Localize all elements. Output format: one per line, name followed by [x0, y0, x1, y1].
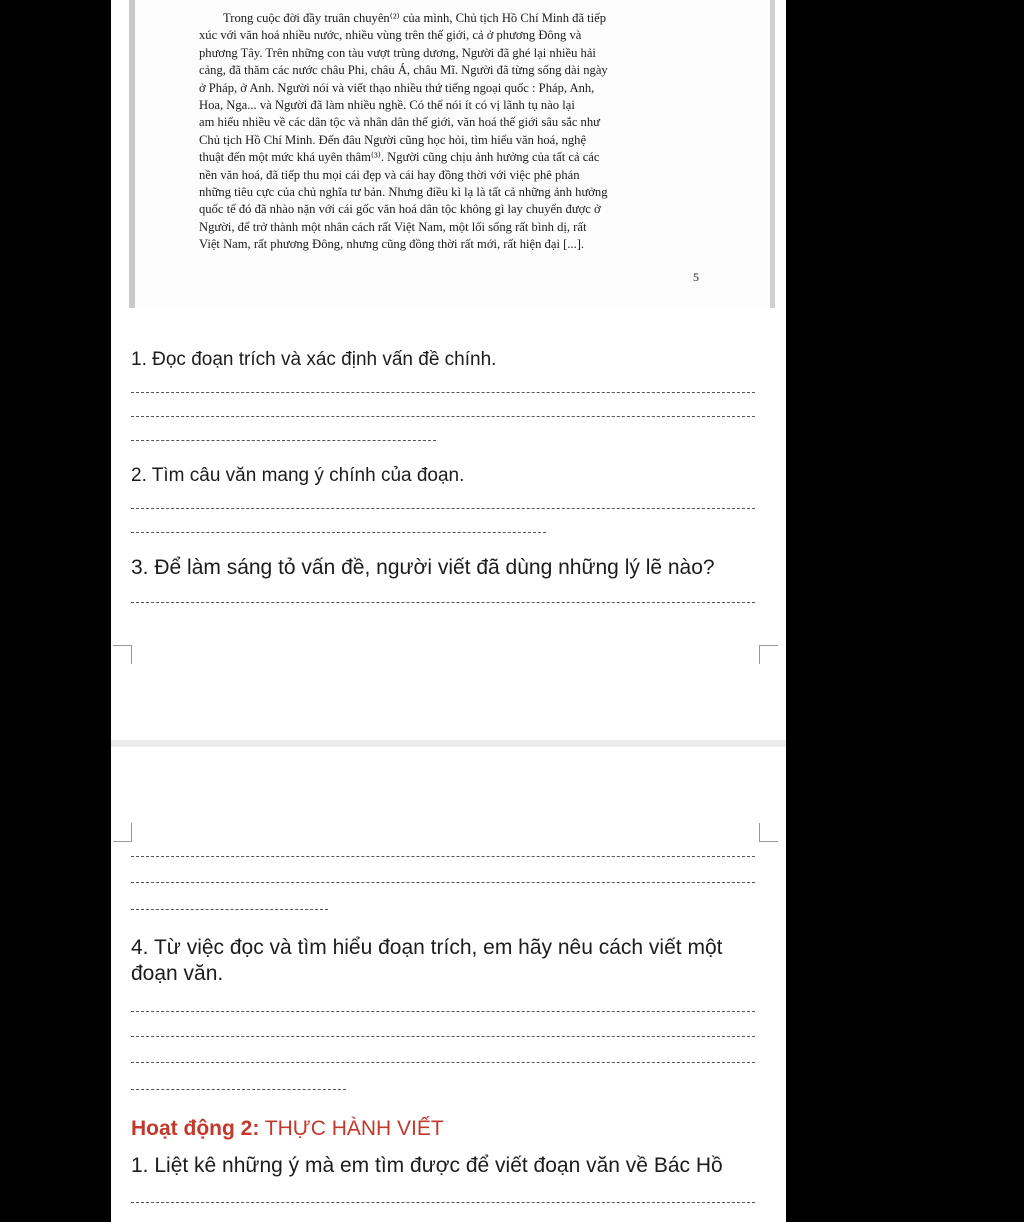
activity-heading: [131, 1116, 771, 1142]
excerpt-line: Việt Nam, rất phương Đông, nhưng cũng đồng thời rất mới, rất hiện đại [...].: [199, 237, 585, 252]
answer-line[interactable]: [131, 1011, 755, 1012]
excerpt-line: những tiêu cực của chủ nghĩa tư bản. Nhưng điều kì lạ là tất cả những ảnh hưởng: [199, 185, 608, 200]
activity-item-1: 1. Liệt kê những ý mà em tìm được để viết đoạn văn về Bác Hồ: [131, 1154, 723, 1177]
answer-line[interactable]: [131, 440, 436, 441]
excerpt-line: Hoa, Nga... và Người đã làm nhiều nghề. Có thể nói ít có vị lãnh tụ nào lại: [199, 98, 575, 113]
question-4-line: đoạn văn.: [131, 962, 224, 985]
question-2: 2. Tìm câu văn mang ý chính của đoạn.: [131, 465, 465, 486]
document-page: [111, 0, 786, 1222]
answer-line[interactable]: [131, 1089, 346, 1090]
excerpt-line: ở Pháp, ở Anh. Người nói và viết thạo nhiều thứ tiếng ngoại quốc : Pháp, Anh,: [199, 80, 595, 95]
excerpt-line: Trong cuộc đời đầy truân chuyên⁽²⁾ của mình, Chủ tịch Hồ Chí Minh đã tiếp: [223, 11, 607, 25]
excerpt-line: Chủ tịch Hồ Chí Minh. Đến đâu Người cũng học hỏi, tìm hiểu văn hoá, nghệ: [199, 132, 587, 147]
page-corner-mark: [759, 645, 778, 664]
answer-line[interactable]: [131, 1202, 755, 1203]
excerpt-line: thuật đến một mức khá uyên thâm⁽³⁾. Người cũng chịu ảnh hưởng của tất cả các: [199, 150, 600, 165]
answer-line[interactable]: [131, 856, 755, 857]
answer-line[interactable]: [131, 1036, 755, 1037]
activity-heading-title: THỰC HÀNH VIẾT: [259, 1117, 444, 1140]
answer-line[interactable]: [131, 602, 755, 603]
page-corner-mark: [759, 823, 778, 842]
activity-heading-label: Hoạt động 2:: [131, 1117, 260, 1140]
excerpt-line: quốc tế đó đã nhào nặn với cái gốc văn hoá dân tộc không gì lay chuyển được ở: [199, 202, 601, 217]
excerpt-line: phương Tây. Trên những con tàu vượt trùng dương, Người đã ghé lại nhiều hải: [199, 45, 596, 60]
question-4: [131, 935, 771, 987]
scan-edge-left: [129, 0, 135, 308]
excerpt-paragraph: [199, 10, 696, 254]
answer-line[interactable]: [131, 909, 328, 910]
answer-line[interactable]: [131, 508, 755, 509]
page-corner-mark: [113, 823, 132, 842]
page-corner-mark: [113, 645, 132, 664]
answer-line[interactable]: [131, 882, 755, 883]
scan-page-number: 5: [693, 270, 699, 284]
scanned-excerpt: [129, 0, 775, 308]
question-1: 1. Đọc đoạn trích và xác định vấn đề chính.: [131, 349, 497, 370]
answer-line[interactable]: [131, 416, 755, 417]
question-3: 3. Để làm sáng tỏ vấn đề, người viết đã dùng những lý lẽ nào?: [131, 556, 715, 579]
scan-edge-right: [770, 0, 775, 308]
answer-line[interactable]: [131, 1062, 755, 1063]
excerpt-line: Người, để trở thành một nhân cách rất Việt Nam, một lối sống rất bình dị, rất: [199, 219, 587, 234]
question-4-line: 4. Từ việc đọc và tìm hiểu đoạn trích, em hãy nêu cách viết một: [131, 936, 723, 959]
answer-line[interactable]: [131, 532, 546, 533]
excerpt-line: nền văn hoá, đã tiếp thu mọi cái đẹp và cái hay đồng thời với việc phê phán: [199, 167, 580, 182]
answer-line[interactable]: [131, 392, 755, 393]
excerpt-line: cảng, đã thăm các nước châu Phi, châu Á, châu Mĩ. Người đã từng sống dài ngày: [199, 63, 608, 78]
excerpt-line: am hiểu nhiều về các dân tộc và nhân dân thế giới, văn hoá thế giới sâu sắc như: [199, 115, 600, 130]
page-break: [111, 740, 786, 747]
excerpt-line: xúc với văn hoá nhiều nước, nhiều vùng trên thế giới, cả ở phương Đông và: [199, 28, 582, 43]
